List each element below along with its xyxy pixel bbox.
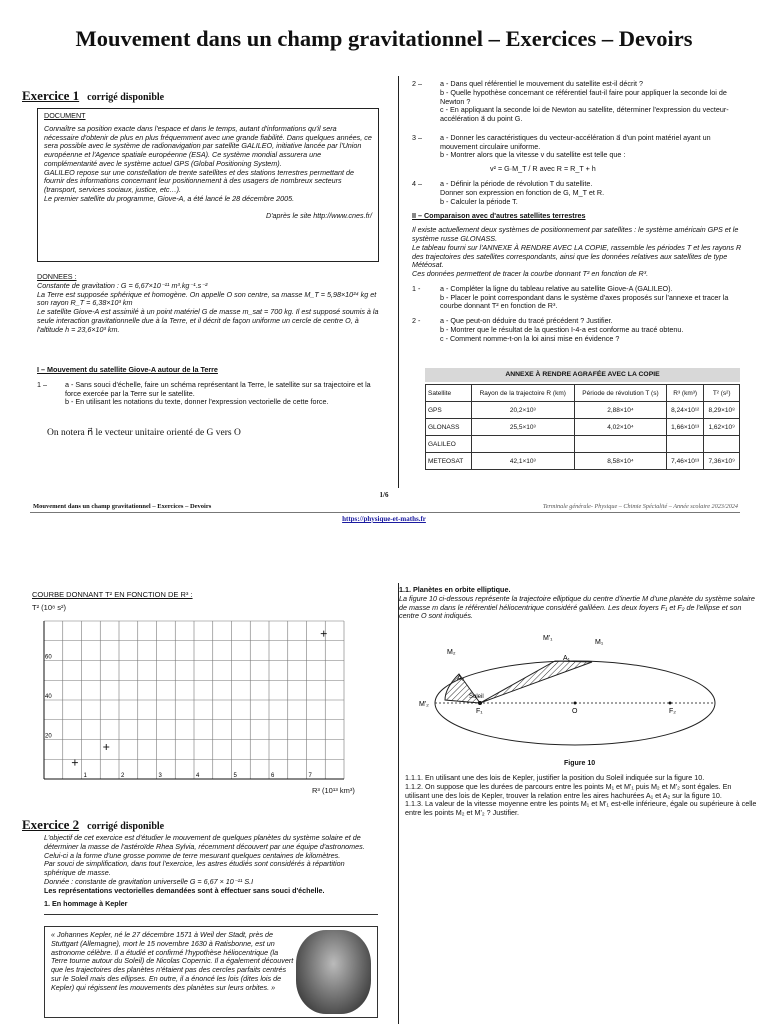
y-tick-label: 40 <box>45 694 52 700</box>
question-text: a - Dans quel référentiel le mouvement du satellite est-il décrit ? <box>440 79 643 88</box>
table-cell: 42,1×10³ <box>471 453 574 470</box>
document-source[interactable]: D'après le site http://www.cnes.fr/ <box>265 210 372 220</box>
document-paragraph: Le premier satellite du programme, Giove-A, a été lancé le 28 décembre 2005. <box>44 194 295 204</box>
table-row <box>426 402 740 419</box>
x-tick-label: 2 <box>121 773 125 779</box>
table-cell: GPS <box>426 402 472 419</box>
y-tick-label: 60 <box>45 654 52 661</box>
focus-f2-point <box>669 702 672 705</box>
exercise-2-heading <box>22 816 164 834</box>
ellipse-orbit-figure <box>405 628 750 753</box>
footer-left: Mouvement dans un champ gravitationnel – Exercices – Devoirs <box>33 503 212 510</box>
chart-title: COURBE DONNANT T² EN FONCTION DE R³ : <box>32 590 193 599</box>
table-header-row <box>426 385 740 402</box>
question-number: 3 – <box>412 132 422 142</box>
x-tick-label: 1 <box>83 773 87 779</box>
question-text: a - Compléter la ligne du tableau relative au satellite Giove-A (GALILEO). <box>440 283 673 293</box>
exercise-2-intro <box>44 834 378 909</box>
table-cell: 1,66×10¹³ <box>667 419 704 436</box>
table-header-cell: Rayon de la trajectoire R (km) <box>471 385 574 402</box>
kepler-portrait <box>296 930 371 1014</box>
table-cell[interactable] <box>704 436 740 453</box>
question-text: Donner son expression en fonction de G, M_T et R. <box>440 187 605 197</box>
exercise-2-title: Exercice 2 <box>22 817 80 832</box>
table-cell[interactable] <box>667 436 704 453</box>
question-text: b - Calculer la période T. <box>440 196 518 206</box>
label-soleil: Soleil <box>469 694 484 700</box>
table-header-cell: R³ (km³) <box>667 385 704 402</box>
question-text: 1.1.1. En utilisant une des lois de Kepler, justifier la position du Soleil indiquée sur la figure 10. <box>405 773 705 782</box>
donnee-item: Le satellite Giove-A est assimilé à un point matériel G de masse m_sat = 700 kg. Il est supposé soumis à la seule interaction gravitationnelle due à la Terre, et il décrit de façon uniforme un cercle de centre O, à l'altitude h = 23,6×10³ km. <box>37 307 379 334</box>
question-text: b - Montrer que le résultat de la question I-4-a est conforme au tracé obtenu. <box>440 324 684 334</box>
label-a2: A₂ <box>457 675 465 682</box>
table-cell[interactable] <box>471 436 574 453</box>
label-f2: F₂ <box>669 708 676 715</box>
instruction-line: Les représentations vectorielles demandées sont à effectuer sans souci d'échelle. <box>44 885 325 895</box>
intro-paragraph: L'objectif de cet exercice est d'étudier le mouvement de quelques planètes du système solaire et de déterminer la masse de l'astéroïde Rhea Sylvia, récemment découvert par une équipe d'astronomes. Celui-ci a la forme d'une grosse pomme de terre mesurant quelques centaines de kilomètres. <box>44 833 365 860</box>
table-cell: GLONASS <box>426 419 472 436</box>
question-text: 1.1.3. La valeur de la vitesse moyenne entre les points M₁ et M'₁ est-elle inférieure, égale ou supérieure à celle entre les points M₂ et M'₂ ? Justifier. <box>405 799 757 818</box>
part-2-paragraph: Il existe actuellement deux systèmes de positionnement par satellites : le système américain GPS et le système russe GLONASS. <box>412 225 739 243</box>
label-o: O <box>572 708 578 715</box>
velocity-formula: v² = G·M_T / R avec R = R_T + h <box>490 164 596 174</box>
donnee-item: Constante de gravitation : G = 6,67×10⁻¹¹ m³.kg⁻¹.s⁻² <box>37 280 208 290</box>
label-m1-prime: M'₁ <box>543 635 553 642</box>
part-2-paragraph: Le tableau fourni sur l'ANNEXE À RENDRE AVEC LA COPIE, rassemble les périodes T et les rayons R des trajectoires des satellites correspondants, ainsi que les données relatives aux satellites de type Météosat. <box>412 242 742 270</box>
kepler-bio-text: « Johannes Kepler, né le 27 décembre 1571 à Weil der Stadt, près de Stuttgart (Allemagne), mort le 15 novembre 1630 à Ratisbonne, est un astronome célèbre. Il a étudié et confirmé l'hypothèse héliocentrique (la Terre tourne autour du Soleil) de Nicolas Copernic. Il a également découvert que les trajectoires des planètes n'étaient pas des cercles parfaits centrés sur le Soleil mais des ellipses. En outre, il a énoncé les lois (dites lois de Kepler) qui régissent les mouvements des planètes sur leurs orbites. » <box>51 930 294 992</box>
document-box <box>37 108 379 262</box>
table-cell: 2,88×10⁴ <box>574 402 666 419</box>
section-paragraph: La figure 10 ci-dessous représente la trajectoire elliptique du centre d'inertie M d'une planète du système solaire de masse m dans le référentiel héliocentrique considéré galiléen. Les deux foyers F₁ et F₂ de l'ellipse et son centre O sont indiqués. <box>399 593 755 621</box>
y-tick-label: 20 <box>45 733 52 740</box>
part-2-title: II – Comparaison avec d'autres satellites terrestres <box>412 211 586 221</box>
kepler-intro <box>399 586 759 621</box>
footer-right: Terminale générale- Physique – Chimie Spécialité – Année scolaire 2023/2024 <box>542 503 738 510</box>
page-title: Mouvement dans un champ gravitationnel – Exercices – Devoirs <box>75 26 693 51</box>
label-m2: M₂ <box>447 649 456 656</box>
table-header-cell: Période de révolution T (s) <box>574 385 666 402</box>
section-rule <box>44 914 378 915</box>
sun-point <box>478 701 482 705</box>
section-title: 1.1. Planètes en orbite elliptique. <box>399 585 511 594</box>
intro-paragraph: Par souci de simplification, dans tout l'exercice, les astres étudiés sont considérés à répartition sphérique de masse. <box>44 859 345 878</box>
donnees-section <box>37 273 379 334</box>
donnee-item: La Terre est supposée sphérique et homogène. On appelle O son centre, sa masse M_T = 5,98×10²⁴ kg et son rayon R_T = 6,38×10³ km <box>37 289 377 308</box>
annexe-table <box>425 384 740 470</box>
column-divider <box>398 76 399 488</box>
annexe-title: ANNEXE À RENDRE AGRAFÉE AVEC LA COPIE <box>425 368 740 382</box>
question-number: 4 – <box>412 179 422 189</box>
label-m2-prime: M'₂ <box>419 701 429 708</box>
table-cell[interactable] <box>574 436 666 453</box>
question-number: 2 - <box>412 316 421 326</box>
figure-caption: Figure 10 <box>564 760 596 767</box>
question-text: b - Montrer alors que la vitesse v du satellite est telle que : <box>440 150 626 160</box>
column-divider-2 <box>398 583 399 1024</box>
table-cell: 25,5×10³ <box>471 419 574 436</box>
question-text: a - Donner les caractéristiques du vecteur-accélération a⃗ d'un point matériel ayant un mouvement circulaire uniforme. <box>440 132 711 151</box>
label-a1: A₁ <box>563 655 571 662</box>
footer-rule <box>30 512 740 513</box>
question-text: b - En utilisant les notations du texte, donner l'expression vectorielle de cette force. <box>65 397 329 407</box>
question-text: a - Définir la période de révolution T du satellite. <box>440 179 593 189</box>
table-cell: 7,36×10⁹ <box>704 453 740 470</box>
question-number: 1 - <box>412 283 421 293</box>
part-1-title: I – Mouvement du satellite Giove-A autour de la Terre <box>37 365 218 374</box>
vector-note: On notera n⃗ le vecteur unitaire orienté de G vers O <box>47 428 241 438</box>
questions-right <box>412 80 742 344</box>
exercise-1-heading <box>22 87 164 105</box>
corrige-tag: corrigé disponible <box>87 821 165 832</box>
table-cell: 1,62×10⁹ <box>704 419 740 436</box>
x-tick-label: 4 <box>196 773 200 779</box>
t2-r3-chart <box>30 615 360 785</box>
chart-xlabel: R³ (10¹³ km³) <box>312 786 355 795</box>
question-text: b - Placer le point correspondant dans le système d'axes proposés sur l'annexe et tracer la courbe donnant T² en fonction de R³. <box>440 292 729 311</box>
page-number: 1/6 <box>379 491 389 499</box>
document-title: DOCUMENT <box>44 111 86 120</box>
corrige-tag: corrigé disponible <box>87 92 165 103</box>
table-cell: 7,46×10¹³ <box>667 453 704 470</box>
x-tick-label: 3 <box>158 773 162 779</box>
table-row <box>426 453 740 470</box>
table-cell: METEOSAT <box>426 453 472 470</box>
donnees-title: DONNEES : <box>37 272 77 281</box>
label-f1: F₁ <box>476 708 483 715</box>
site-link[interactable]: https://physique-et-maths.fr <box>342 515 426 523</box>
table-row <box>426 436 740 453</box>
label-m1: M₁ <box>595 639 604 646</box>
question-text: b - Quelle hypothèse concernant ce référentiel faut-il faire pour appliquer la seconde loi de Newton ? <box>440 87 727 106</box>
document-paragraph: Connaître sa position exacte dans l'espace et dans le temps, autant d'informations qu'il sera nécessaire d'obtenir de plus en plus fréquemment avec une grande fiabilité. Dans quelques années, ce sera possible avec le système de radionavigation par satellite GALILEO, initiative lancée par l'Union européenne et l'Agence spatiale européenne (ESA). Ce système mondial assurera une complémentarité avec le système actuel GPS (Global Positioning System). <box>44 123 372 168</box>
question-text: c - Comment nomme-t-on la loi ainsi mise en évidence ? <box>440 333 620 343</box>
table-header-cell: T² (s²) <box>704 385 740 402</box>
chart-ylabel: T² (10⁸ s²) <box>32 603 66 612</box>
question-text: c - En appliquant la seconde loi de Newton au satellite, déterminer l'expression du vecteur-accélération a⃗ du point G. <box>440 105 729 124</box>
question-text: a - Que peut-on déduire du tracé précédent ? Justifier. <box>440 316 613 326</box>
part-1 <box>37 366 379 407</box>
table-cell: 4,02×10⁴ <box>574 419 666 436</box>
table-cell: 8,29×10⁸ <box>704 402 740 419</box>
donnee-line: Donnée : constante de gravitation universelle G = 6,67 × 10⁻¹¹ S.I <box>44 876 254 886</box>
part-2-paragraph: Ces données permettent de tracer la courbe donnant T² en fonction de R³. <box>412 269 649 279</box>
x-tick-label: 5 <box>233 773 237 779</box>
question-number: 1 – <box>37 379 47 389</box>
question-text: a - Sans souci d'échelle, faire un schéma représentant la Terre, le satellite sur sa trajectoire et la force exercée par la Terre sur le satellite. <box>65 379 371 398</box>
table-cell: 20,2×10³ <box>471 402 574 419</box>
center-point <box>574 702 577 705</box>
section-title: 1. En hommage à Kepler <box>44 899 128 909</box>
question-text: 1.1.2. On suppose que les durées de parcours entre les points M₁ et M'₁ puis M₂ et M'₂ sont égales. En utilisant une des lois de Kepler, trouver la relation entre les aires hachurées A₁ et A₂ sur la figure 10. <box>405 781 732 800</box>
x-tick-label: 7 <box>308 773 312 779</box>
question-number: 2 – <box>412 79 422 88</box>
table-cell: 8,58×10⁴ <box>574 453 666 470</box>
exercise-1-title: Exercice 1 <box>22 88 80 103</box>
table-row <box>426 419 740 436</box>
table-cell: GALILEO <box>426 436 472 453</box>
x-tick-label: 6 <box>271 773 275 779</box>
kepler-questions <box>405 774 757 818</box>
document-paragraph: GALILEO repose sur une constellation de trente satellites et des stations terrestres permettant de fournir des informations concernant leur positionnement à des usagers de nombreux secteurs (transport, services sociaux, justice, etc…). <box>44 167 355 195</box>
table-header-cell: Satellite <box>426 385 472 402</box>
hatched-area-a1 <box>480 661 592 703</box>
table-cell: 8,24×10¹² <box>667 402 704 419</box>
